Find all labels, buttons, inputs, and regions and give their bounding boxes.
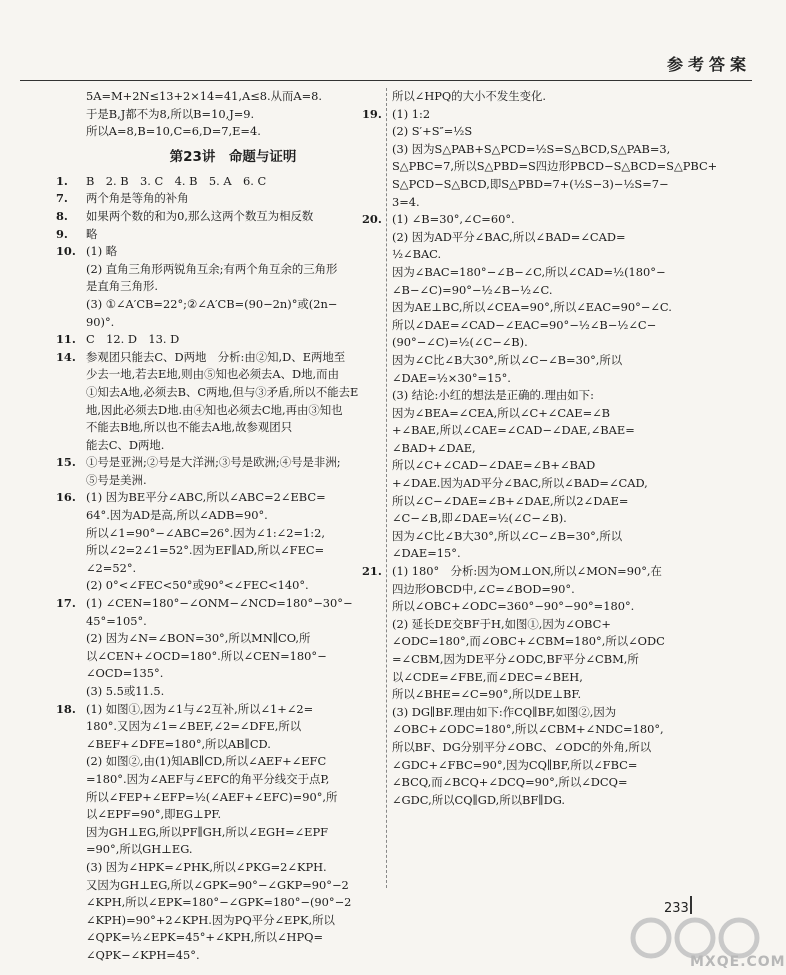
line-text: ∠2=52°. [86, 560, 137, 575]
line-text: 90)°. [86, 314, 115, 329]
answer-line [392, 757, 698, 775]
answer-line [392, 264, 698, 282]
answer-line [392, 457, 698, 475]
line-text: (3) 因为∠HPK=∠PHK,所以∠PKG=2∠KPH. [86, 859, 327, 874]
answer-line [86, 437, 380, 455]
answer-line [392, 176, 698, 194]
line-text: 参观团只能去C、D两地 分析:由②知,D、E两地至 [86, 349, 346, 364]
page-number-bar [690, 896, 692, 914]
line-text: (2) 如图②,由(1)知AB∥CD,所以∠AEF+∠EFC [86, 754, 327, 769]
answer-line [86, 106, 380, 124]
answer-line [392, 370, 698, 388]
line-text: 45°=105°. [86, 613, 147, 628]
line-text: (2) 0°<∠FEC<50°或90°<∠FEC<140°. [86, 578, 309, 593]
answer-line [86, 419, 380, 437]
line-text: 64°.因为AD是高,所以∠ADB=90°. [86, 508, 268, 523]
line-text: 180°.又因为∠1=∠BEF,∠2=∠DFE,所以 [86, 719, 302, 734]
answer-line [86, 560, 380, 578]
line-text: =90°,所以GH⊥EG. [86, 842, 193, 857]
answer-line [392, 792, 698, 810]
answer-line [86, 278, 380, 296]
line-text: ∠OBC+∠ODC=180°,所以∠CBM+∠NDC=180°, [392, 722, 664, 737]
line-text: (2) 因为AD平分∠BAC,所以∠BAD=∠CAD= [392, 229, 626, 244]
answer-line: 19. (1) 1:2 [362, 106, 431, 121]
answer-line: 17. (1) ∠CEN=180°−∠ONM−∠NCD=180°−30°− [56, 596, 353, 611]
answer-line [86, 507, 380, 525]
right-column [362, 88, 718, 809]
answer-line [86, 648, 380, 666]
line-text: 因为AE⊥BC,所以∠CEA=90°,所以∠EAC=90°−∠C. [392, 300, 672, 315]
line-text: ∠KPH)=90°+2∠KPH.因为PQ平分∠EPK,所以 [86, 912, 335, 927]
answer-line: 7. 两个角是等角的补角 [56, 191, 189, 206]
line-text: 所以∠C+∠CAD−∠DAE=∠B+∠BAD [392, 458, 596, 473]
answer-line [392, 581, 698, 599]
line-text: ∠DAE=½×30°=15°. [392, 370, 511, 385]
line-text: (90°−∠C)=½(∠C−∠B). [392, 335, 528, 350]
answer-line [392, 528, 698, 546]
line-text: 所以BF、DG分别平分∠OBC、∠ODC的外角,所以 [392, 739, 652, 754]
line-text: (3) 5.5或11.5. [86, 684, 165, 698]
answer-line [392, 686, 698, 704]
answer-line [86, 630, 380, 648]
line-text: ½∠BAC. [392, 247, 442, 262]
line-text: 因为∠BEA=∠CEA,所以∠C+∠CAE=∠B [392, 405, 611, 420]
answer-line [392, 774, 698, 792]
answer-line [392, 440, 698, 458]
answer-line [86, 912, 380, 930]
line-text: 于是B,J都不为8,所以B=10,J=9. [86, 106, 255, 121]
line-text: ∠BAD+∠DAE, [392, 440, 476, 455]
line-text: ∠OCD=135°. [86, 666, 164, 681]
line-text: ①号是亚洲;②号是大洋洲;③号是欧洲;④号是非洲; [86, 455, 341, 470]
answer-line [86, 824, 380, 842]
line-text: C 12. D 13. D [86, 332, 180, 347]
answer-line [86, 841, 380, 859]
line-text: 又因为GH⊥EG,所以∠GPK=90°−∠GKP=90°−2 [86, 877, 349, 892]
line-text: ∠KPH,所以∠EPK=180°−∠GPK=180°−(90°−2 [86, 895, 352, 910]
answer-line [86, 525, 380, 543]
answer-line [392, 229, 698, 247]
line-text: 所以∠C−∠DAE=∠B+∠DAE,所以2∠DAE= [392, 493, 629, 508]
line-text: 以∠CDE=∠FBE,而∠DEC=∠BEH, [392, 669, 583, 684]
answer-line [86, 789, 380, 807]
answer-line [392, 387, 698, 405]
line-text: ①知去A地,必须去B、C两地,但与③矛盾,所以不能去E [86, 384, 359, 399]
answer-line [392, 246, 698, 264]
line-text: ∠QPK=½∠EPK=45°+∠KPH,所以∠HPQ= [86, 930, 324, 945]
answer-line [86, 314, 380, 332]
answer-line [86, 771, 380, 789]
answer-line: 18. (1) 如图①,因为∠1与∠2互补,所以∠1+∠2= [56, 701, 314, 716]
answer-line: 14. 参观团只能去C、D两地 分析:由②知,D、E两地至 [56, 349, 346, 364]
line-text: (2) S′+S″=½S [392, 124, 473, 139]
line-text: (3) 因为S△PAB+S△PCD=½S=S△BCD,S△PAB=3, [392, 141, 671, 156]
answer-line [392, 422, 698, 440]
answer-line [86, 384, 380, 402]
answer-line [86, 736, 380, 754]
answer-line [86, 613, 380, 631]
answer-line [86, 894, 380, 912]
answer-line [86, 542, 380, 560]
answer-line [86, 877, 380, 895]
line-text: 是直角三角形. [86, 279, 158, 294]
line-text: ∠ODC=180°,而∠OBC+∠CBM=180°,所以∠ODC [392, 634, 665, 649]
answer-line [392, 704, 698, 722]
answer-line [392, 721, 698, 739]
header-rule [20, 80, 752, 81]
line-text: (1) 略 [86, 244, 118, 259]
answer-line: 20. (1) ∠B=30°,∠C=60°. [362, 212, 515, 227]
answer-line: 11. C 12. D 13. D [56, 332, 180, 347]
line-text: =∠CBM,因为DE平分∠ODC,BF平分∠CBM,所 [392, 652, 639, 666]
line-text: =180°.因为∠AEF与∠EFC的角平分线交于点P, [86, 771, 330, 786]
line-text: (1) 如图①,因为∠1与∠2互补,所以∠1+∠2= [86, 701, 314, 716]
line-text: (1) ∠B=30°,∠C=60°. [392, 212, 515, 227]
line-text: S△PBC=7,所以S△PBD=S四边形PBCD−S△BCD=S△PBC+ [392, 159, 718, 174]
line-text: 所以∠DAE=∠CAD−∠EAC=90°−½∠B−½∠C− [392, 317, 657, 332]
line-text: ∠QPK−∠KPH=45°. [86, 947, 200, 962]
answer-line [392, 299, 698, 317]
line-text: (3) ①∠A′CB=22°;②∠A′CB=(90−2n)°或(2n− [86, 296, 338, 311]
left-column [56, 88, 380, 965]
line-text: (1) 180° 分析:因为OM⊥ON,所以∠MON=90°,在 [392, 564, 662, 579]
line-text: ∠DAE=15°. [392, 546, 461, 561]
answer-line [86, 123, 380, 141]
answer-line [392, 334, 698, 352]
line-text: (2) 延长DE交BF于H,如图①,因为∠OBC+ [392, 616, 611, 631]
line-text: (3) 结论:小红的想法是正确的.理由如下: [392, 388, 594, 403]
answer-line [392, 739, 698, 757]
answer-line [86, 947, 380, 965]
line-text: 两个角是等角的补角 [86, 191, 189, 206]
answer-line [392, 651, 698, 669]
answer-line [392, 123, 698, 141]
answer-line [392, 545, 698, 563]
answer-line [86, 261, 380, 279]
line-text: 因为∠C比∠B大30°,所以∠C−∠B=30°,所以 [392, 528, 623, 543]
answer-line [392, 405, 698, 423]
line-text: ∠B−∠C)=90°−½∠B−½∠C. [392, 282, 553, 297]
answer-line [392, 282, 698, 300]
answer-line [86, 859, 380, 877]
line-text: 所以∠OBC+∠ODC=360°−90°−90°=180°. [392, 599, 635, 614]
line-text: 所以∠FEP+∠EFP=½(∠AEF+∠EFC)=90°,所 [86, 789, 338, 804]
line-text: 略 [86, 226, 98, 241]
answer-line [86, 296, 380, 314]
line-text: (1) 因为BE平分∠ABC,所以∠ABC=2∠EBC= [86, 490, 326, 505]
line-text: +∠BAE,所以∠CAE=∠CAD−∠DAE,∠BAE= [392, 423, 635, 438]
answer-line [392, 493, 698, 511]
answer-line [392, 141, 698, 159]
line-text: 以∠EPF=90°,即EG⊥PF. [86, 807, 222, 822]
answer-line [392, 669, 698, 687]
line-text: 所以A=8,B=10,C=6,D=7,E=4. [86, 124, 261, 139]
watermark-text: MXQE.COM [690, 954, 786, 970]
line-text: 因为GH⊥EG,所以PF∥GH,所以∠EGH=∠EPF [86, 824, 329, 839]
answer-line: 10. (1) 略 [56, 244, 118, 259]
right-answers [362, 88, 718, 809]
answer-line [392, 158, 718, 176]
line-text: ∠GDC+∠FBC=90°,因为CQ∥BF,所以∠FBC= [392, 757, 638, 772]
answer-line [86, 665, 380, 683]
answer-line: 8. 如果两个数的和为0,那么这两个数互为相反数 [56, 208, 314, 223]
answer-line [86, 472, 380, 490]
answer-line [392, 194, 698, 212]
page-number: 233 [664, 901, 689, 916]
left-continuation [86, 88, 380, 141]
line-text: 因为∠BAC=180°−∠B−∠C,所以∠CAD=½(180°− [392, 264, 666, 279]
line-text: ⑤号是美洲. [86, 472, 147, 487]
line-text: ∠BEF+∠DFE=180°,所以AB∥CD. [86, 736, 271, 751]
answer-line [86, 753, 380, 771]
answer-line [86, 402, 380, 420]
line-text: S△PCD−S△BCD,即S△PBD=7+(½S−3)−½S=7− [392, 176, 669, 191]
line-text: ∠C−∠B,即∠DAE=½(∠C−∠B). [392, 511, 567, 526]
section-title: 第23讲 命题与证明 [169, 148, 297, 165]
line-text: 所以∠BHE=∠C=90°,所以DE⊥BF. [392, 687, 582, 702]
line-text: 如果两个数的和为0,那么这两个数互为相反数 [86, 208, 314, 223]
answer-line: 16. (1) 因为BE平分∠ABC,所以∠ABC=2∠EBC= [56, 490, 326, 505]
left-answers [56, 173, 380, 965]
answer-line: 15. ①号是亚洲;②号是大洋洲;③号是欧洲;④号是非洲; [56, 455, 341, 470]
line-text: 四边形OBCD中,∠C=∠BOD=90°. [392, 581, 575, 596]
answer-line: 1. B 2. B 3. C 4. B 5. A 6. C [56, 173, 267, 188]
answer-line [86, 577, 380, 595]
line-text: (1) 1:2 [392, 106, 431, 121]
header-title: 参考答案 [666, 55, 751, 74]
answer-line [392, 616, 698, 634]
line-text: ∠GDC,所以CQ∥GD,所以BF∥DG. [392, 792, 566, 807]
line-text: (2) 直角三角形两锐角互余;有两个角互余的三角形 [86, 261, 338, 276]
line-text: 因为∠C比∠B大30°,所以∠C−∠B=30°,所以 [392, 352, 623, 367]
line-text: 少去一地,若去E地,则由⑤知也必须去A、D地,而由 [86, 367, 339, 382]
answer-line [86, 366, 380, 384]
answer-line [86, 806, 380, 824]
line-text: 所以∠1=90°−∠ABC=26°.因为∠1:∠2=1:2, [86, 525, 325, 540]
line-text: 地,因此必须去D地.由④知也必须去C地,再由③知也 [86, 402, 343, 417]
line-text: +∠DAE.因为AD平分∠BAC,所以∠BAD=∠CAD, [392, 476, 648, 491]
answer-line [86, 683, 380, 701]
answer-line [392, 475, 698, 493]
line-text: 不能去B地,所以也不能去A地,故参观团只 [86, 420, 293, 435]
line-text: (3) DG∥BF.理由如下:作CQ∥BF,如图②,因为 [392, 704, 617, 719]
answer-line: 9. 略 [56, 226, 98, 241]
line-text: (2) 因为∠N=∠BON=30°,所以MN∥CO,所 [86, 631, 311, 646]
answer-line [392, 88, 698, 106]
column-divider [386, 88, 387, 888]
line-text: 能去C、D两地. [86, 437, 165, 452]
answer-line [86, 88, 380, 106]
answer-line [86, 929, 380, 947]
line-text: B 2. B 3. C 4. B 5. A 6. C [86, 173, 267, 188]
line-text: 3=4. [392, 194, 420, 209]
answer-line [392, 352, 698, 370]
line-text: ∠BCQ,而∠BCQ+∠DCQ=90°,所以∠DCQ= [392, 775, 628, 790]
answer-line [392, 510, 698, 528]
line-text: 以∠CEN+∠OCD=180°.所以∠CEN=180°− [86, 648, 327, 663]
answer-line [86, 718, 380, 736]
answer-line [392, 317, 698, 335]
answer-line [392, 598, 698, 616]
line-text: 所以∠HPQ的大小不发生变化. [392, 89, 547, 103]
answer-line: 21. (1) 180° 分析:因为OM⊥ON,所以∠MON=90°,在 [362, 564, 662, 579]
answer-line [392, 633, 698, 651]
line-text: (1) ∠CEN=180°−∠ONM−∠NCD=180°−30°− [86, 596, 353, 611]
line-text: 5A=M+2N≤13+2×14=41,A≤8.从而A=8. [86, 89, 323, 103]
line-text: 所以∠2=2∠1=52°.因为EF∥AD,所以∠FEC= [86, 543, 325, 558]
